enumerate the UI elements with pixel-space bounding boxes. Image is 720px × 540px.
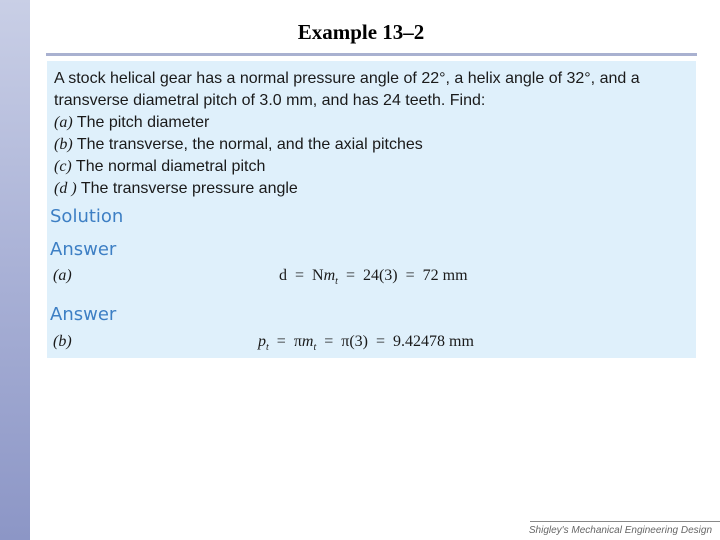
eq-a-sub-t: t <box>335 276 338 288</box>
part-a <box>54 114 209 132</box>
part-d <box>54 180 298 198</box>
answer-a-equation <box>279 267 468 287</box>
eq-b-equals-1: = <box>276 333 286 350</box>
eq-b-sub-t-1: t <box>266 342 269 354</box>
slide-title: Example 13–2 <box>297 20 425 44</box>
answer-b-equation <box>258 333 474 353</box>
part-c-label: (c) <box>54 158 72 175</box>
answer-a-heading: Answer <box>50 239 117 260</box>
eq-b-p: p <box>258 333 266 350</box>
eq-a-equals-2: = <box>345 267 355 284</box>
eq-a-n: N <box>312 267 324 284</box>
part-b-text: The transverse, the normal, and the axial pitches <box>76 136 423 153</box>
part-d-text: The transverse pressure angle <box>80 180 298 197</box>
eq-a-lhs: d <box>279 267 287 284</box>
example-panel <box>47 61 696 358</box>
eq-a-m: m <box>323 267 336 284</box>
footer-divider <box>530 521 720 522</box>
answer-a-label: (a) <box>53 267 72 284</box>
part-b-label: (b) <box>54 136 73 153</box>
answer-b-label: (b) <box>53 333 72 350</box>
eq-b-equals-2: = <box>324 333 334 350</box>
eq-b-sub-t-2: t <box>313 342 317 354</box>
footer-credit: Shigley's Mechanical Engineering Design <box>528 525 712 536</box>
problem-line-2: transverse diametral pitch of 3.0 mm, and has 24 teeth. Find: <box>54 92 486 109</box>
solution-heading: Solution <box>50 206 124 227</box>
side-gradient-bar <box>0 0 30 540</box>
eq-a-equals-1: = <box>295 267 305 284</box>
eq-a-calc: 24(3) <box>362 267 398 284</box>
problem-line-1: A stock helical gear has a normal pressure angle of 22°, a helix angle of 32°, and a <box>54 70 640 87</box>
eq-a-equals-3: = <box>405 267 415 284</box>
eq-b-result: 9.42478 mm <box>393 333 474 350</box>
part-a-text: The pitch diameter <box>76 114 210 131</box>
eq-b-calc: π(3) <box>341 333 368 350</box>
title-divider <box>46 53 697 56</box>
part-c <box>54 158 265 176</box>
eq-b-pi: π <box>293 333 302 350</box>
part-a-label: (a) <box>54 114 73 131</box>
eq-b-equals-3: = <box>376 333 386 350</box>
eq-a-result: 72 mm <box>422 267 468 284</box>
answer-b-heading: Answer <box>50 304 117 325</box>
part-d-label: (d ) <box>54 180 77 197</box>
eq-b-m: m <box>301 333 314 350</box>
part-c-text: The normal diametral pitch <box>75 158 266 175</box>
part-b <box>54 136 423 154</box>
